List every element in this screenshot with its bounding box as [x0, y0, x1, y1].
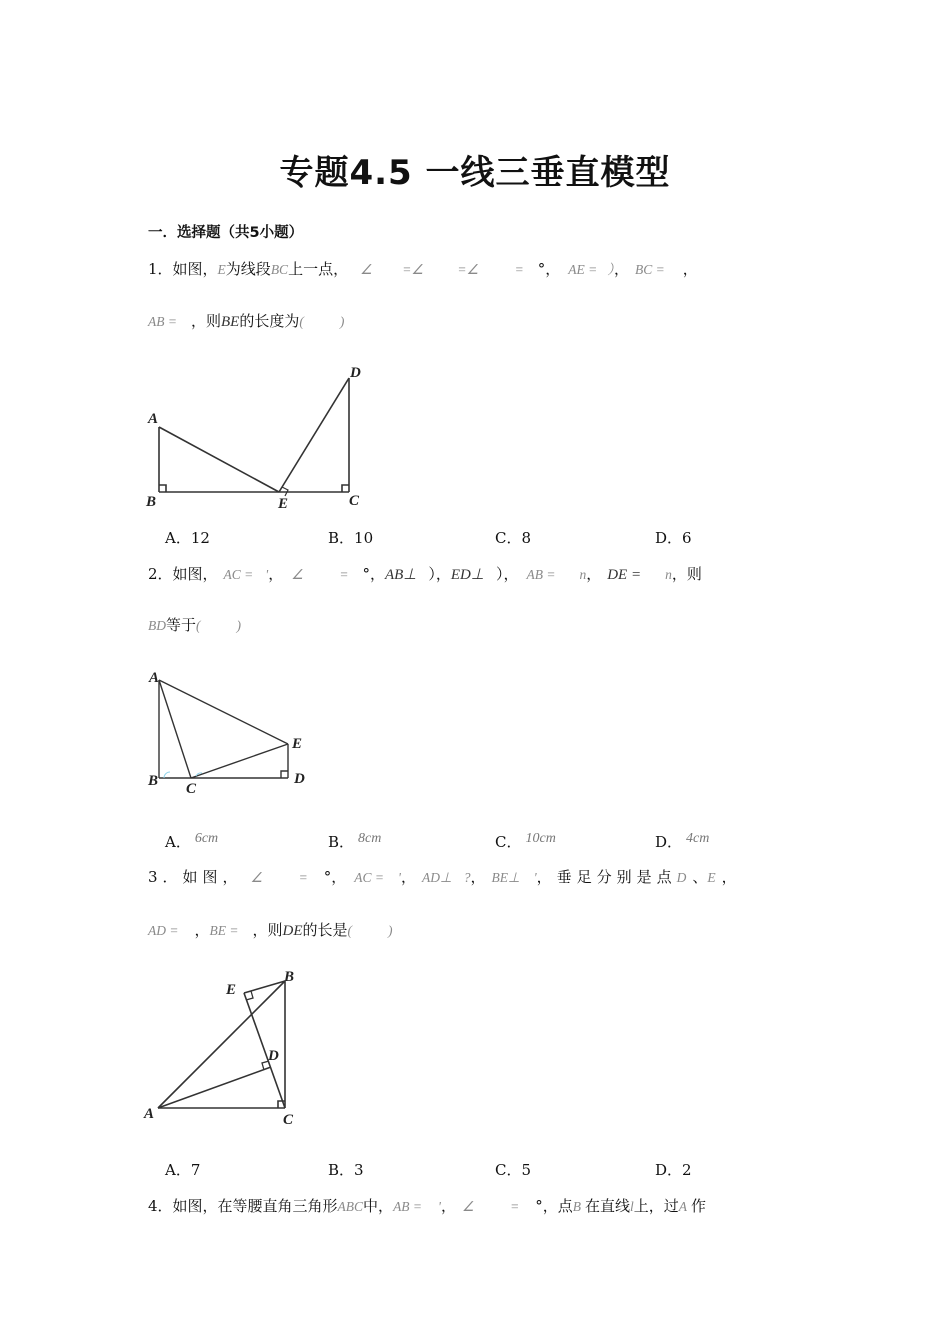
question-2-line-1: 2．如图， AC = '， ∠ = °，AB⊥ ），ED⊥ ）， AB = n， DE = n，则	[148, 565, 702, 583]
label-d: D	[268, 1048, 279, 1064]
segment-de	[279, 378, 349, 492]
section-heading: 一．选择题（共5小题）	[148, 225, 304, 241]
label-c: C	[349, 493, 360, 509]
q1-option-c[interactable]: C．8	[495, 529, 532, 547]
segment-ae	[159, 680, 288, 744]
q3-option-d[interactable]: D．2	[655, 1161, 692, 1179]
figure-1	[140, 360, 380, 520]
question-1-line-2: AB = ，则BE的长度为( )	[148, 312, 345, 330]
label-c: C	[186, 781, 197, 797]
label-b: B	[148, 773, 159, 789]
q2-option-a[interactable]: A． 6cm	[165, 831, 219, 851]
label-d: D	[294, 771, 305, 787]
label-a: A	[144, 1106, 155, 1122]
question-3-line-2: AD = ，BE = ，则DE的长是( )	[148, 921, 393, 939]
right-angle-b	[159, 485, 166, 492]
q3-option-c[interactable]: C．5	[495, 1161, 532, 1179]
label-b: B	[284, 969, 295, 985]
right-angle-d	[281, 771, 288, 778]
question-3-line-1: 3．如图， ∠ = °， AC = '， AD⊥ ?， BE⊥ '，垂足分别是点D 、E ，	[148, 868, 737, 886]
label-a: A	[148, 411, 159, 427]
q1-option-b[interactable]: B．10	[328, 529, 374, 547]
label-a: A	[149, 670, 160, 686]
label-b: B	[146, 494, 157, 510]
figure-2	[140, 670, 320, 800]
figure-3	[140, 965, 320, 1135]
label-c: C	[283, 1112, 294, 1128]
label-e: E	[278, 496, 289, 512]
q2-option-c[interactable]: C． 10cm	[495, 831, 556, 851]
q3-option-b[interactable]: B．3	[328, 1161, 364, 1179]
page-title: 专题4.5 一线三垂直模型	[279, 153, 671, 193]
segment-ab	[158, 981, 285, 1108]
segment-ad	[158, 1067, 271, 1108]
q2-option-b[interactable]: B． 8cm	[328, 831, 382, 851]
q3-option-a[interactable]: A．7	[165, 1161, 201, 1179]
question-2-line-2: BD等于( )	[148, 616, 242, 634]
question-4-line-1: 4．如图，在等腰直角三角形ABC中，AB = '， ∠ = °，点B 在直线l上，过A 作	[148, 1197, 707, 1215]
q1-option-d[interactable]: D．6	[655, 529, 692, 547]
segment-ac	[159, 680, 191, 778]
q2-option-d[interactable]: D． 4cm	[655, 831, 710, 851]
segment-ae	[159, 427, 279, 492]
question-1-line-1: 1．如图，E为线段BC上一点， ∠ =∠ =∠ = °， AE = ）， BC = ，	[148, 260, 698, 278]
segment-ce	[191, 744, 288, 778]
label-e: E	[226, 982, 237, 998]
segment-ce	[244, 993, 285, 1108]
right-angle-c	[342, 485, 349, 492]
label-e: E	[292, 736, 303, 752]
label-d: D	[350, 365, 361, 381]
q1-option-a[interactable]: A．12	[165, 529, 210, 547]
